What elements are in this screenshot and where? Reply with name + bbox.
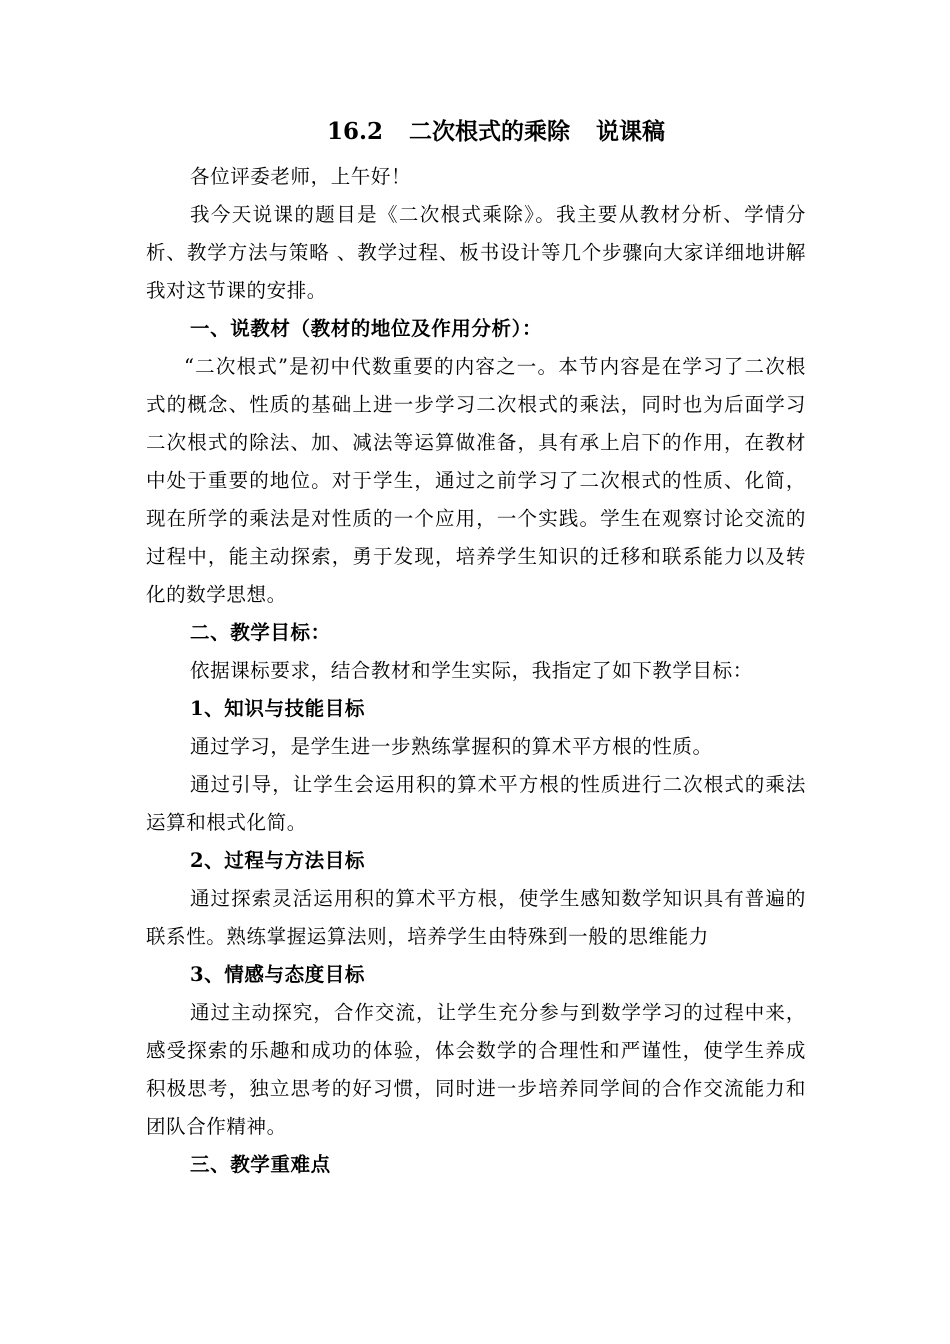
section2-intro-paragraph: 依据课标要求，结合教材和学生实际，我指定了如下教学目标：: [190, 659, 753, 682]
section3-heading: 三、教学重难点: [190, 1153, 331, 1176]
goal2-heading: 2、过程与方法目标: [190, 849, 365, 872]
goal1-paragraph-2: 通过引导，让学生会运用积的算术平方根的性质进行二次根式的乘法运算和根式化简。: [146, 773, 806, 834]
document-page: [146, 110, 806, 1184]
intro-paragraph: 我今天说课的题目是《二次根式乘除》。我主要从教材分析、学情分析、教学方法与策略 、教学过程、板书设计等几个步骤向大家详细地讲解我对这节课的安排。: [146, 203, 806, 302]
title-number: 16.2: [326, 118, 384, 145]
section1-paragraph: “二次根式”是初中代数重要的内容之一。本节内容是在学习了二次根式的概念、性质的基础上进一步学习二次根式的乘法，同时也为后面学习二次根式的除法、加、减法等运算做准备，具有承上启下的作用，在教材中处于重要的地位。对于学生，通过之前学习了二次根式的性质、化简，现在所学的乘法是对性质的一个应用，一个实践。学生在观察讨论交流的过程中，能主动探索，勇于发现，培养学生知识的迁移和联系能力以及转化的数学思想。: [146, 355, 806, 606]
title-text: 二次根式的乘除: [409, 118, 571, 145]
goal3-paragraph: 通过主动探究，合作交流，让学生充分参与到数学学习的过程中来，感受探索的乐趣和成功的体验，体会数学的合理性和严谨性，使学生养成积极思考，独立思考的好习惯，同时进一步培养同学间的合作交流能力和团队合作精神。: [146, 1001, 806, 1138]
section2-heading: 二、教学目标：: [190, 621, 331, 644]
document-title: [146, 110, 806, 154]
goal3-heading: 3、情感与态度目标: [190, 963, 365, 986]
goal1-paragraph-1: 通过学习，是学生进一步熟练掌握积的算术平方根的性质。: [190, 735, 713, 758]
greeting-paragraph: 各位评委老师，上午好！: [190, 165, 412, 188]
goal2-paragraph: 通过探索灵活运用积的算术平方根，使学生感知数学知识具有普遍的联系性。熟练掌握运算法则，培养学生由特殊到一般的思维能力: [146, 887, 806, 948]
goal1-heading: 1、知识与技能目标: [190, 697, 365, 720]
section1-heading: 一、说教材（教材的地位及作用分析）：: [190, 317, 543, 340]
title-suffix: 说课稿: [596, 118, 666, 145]
